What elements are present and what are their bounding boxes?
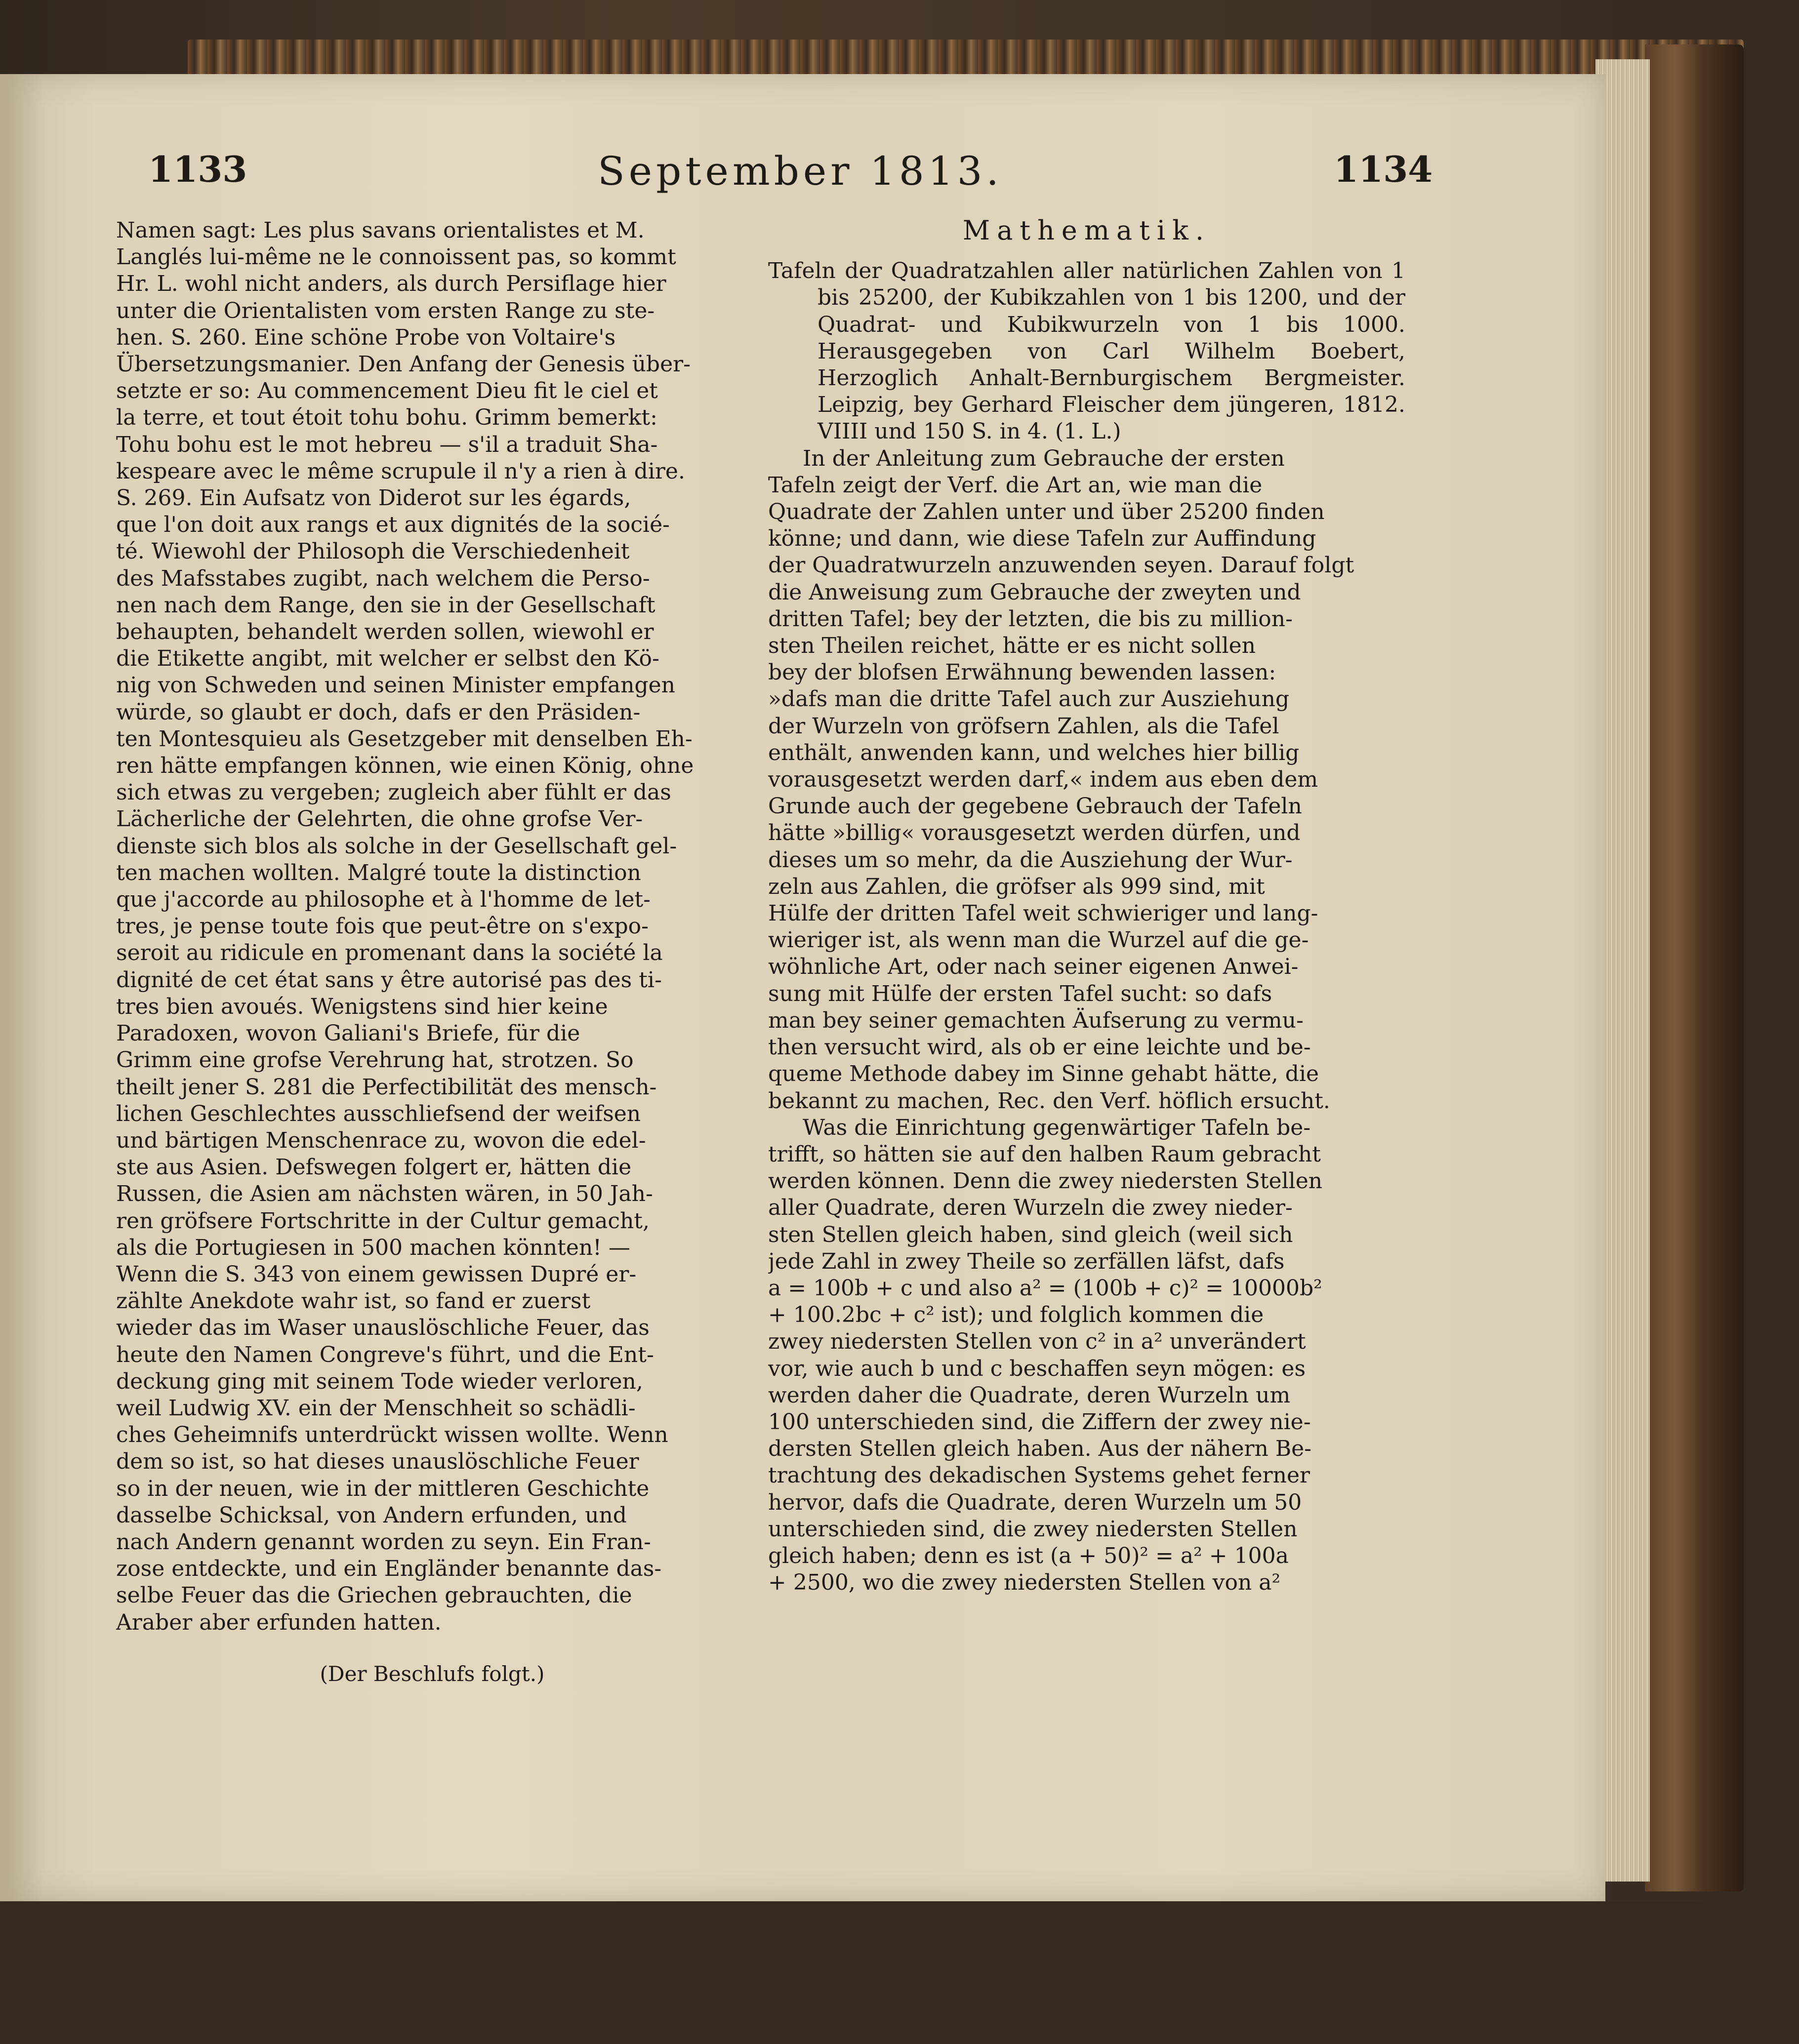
text-line: als die Portugiesen in 500 machen könnten! — bbox=[116, 1235, 630, 1260]
text-line: Tohu bohu est le mot hebreu — s'il a traduit Sha- bbox=[116, 432, 658, 457]
text-line: nig von Schweden und seinen Minister empfangen bbox=[116, 673, 675, 698]
text-line: Grimm eine grofse Verehrung hat, strotzen. So bbox=[116, 1047, 634, 1073]
left-column-text bbox=[116, 217, 748, 1636]
text-line: seroit au ridicule en promenant dans la société la bbox=[116, 940, 663, 966]
text-line: vor, wie auch b und c beschaffen seyn mögen: es bbox=[768, 1356, 1306, 1381]
text-line: aller Quadrate, deren Wurzeln die zwey nieder- bbox=[768, 1195, 1293, 1221]
text-line: nen nach dem Range, den sie in der Gesellschaft bbox=[116, 592, 655, 618]
text-line: man bey seiner gemachten Äufserung zu vermu- bbox=[768, 1007, 1304, 1033]
text-line: Lächerliche der Gelehrten, die ohne grofse Ver- bbox=[116, 806, 643, 832]
text-line: »dafs man die dritte Tafel auch zur Ausziehung bbox=[768, 686, 1290, 712]
text-line: nach Andern genannt worden zu seyn. Ein Fran- bbox=[116, 1529, 651, 1555]
text-line: que j'accorde au philosophe et à l'homme de let- bbox=[116, 887, 651, 913]
text-line: hen. S. 260. Eine schöne Probe von Voltaire's bbox=[116, 324, 616, 350]
text-line: könne; und dann, wie diese Tafeln zur Auffindung bbox=[768, 526, 1316, 552]
text-line: Übersetzungsmanier. Den Anfang der Genesis über- bbox=[116, 352, 691, 377]
text-line: hervor, dafs die Quadrate, deren Wurzeln um 50 bbox=[768, 1489, 1302, 1515]
text-line: Paradoxen, wovon Galiani's Briefe, für die bbox=[116, 1021, 580, 1046]
text-line: Hr. L. wohl nicht anders, als durch Persiflage hier bbox=[116, 271, 666, 297]
text-line: zählte Anekdote wahr ist, so fand er zuerst bbox=[116, 1288, 591, 1314]
text-line: dieses um so mehr, da die Ausziehung der Wur- bbox=[768, 847, 1293, 873]
text-line: werden daher die Quadrate, deren Wurzeln um bbox=[768, 1382, 1291, 1408]
text-line: dritten Tafel; bey der letzten, die bis zu million- bbox=[768, 606, 1293, 632]
text-line: In der Anleitung zum Gebrauche der ersten bbox=[803, 445, 1285, 471]
left-column bbox=[116, 217, 748, 1687]
text-line: der Wurzeln von gröfsern Zahlen, als die Tafel bbox=[768, 713, 1279, 739]
text-line: Was die Einrichtung gegenwärtiger Tafeln be- bbox=[803, 1115, 1311, 1140]
review-paragraph-1 bbox=[768, 445, 1405, 1115]
text-line: die Anweisung zum Gebrauche der zweyten und bbox=[768, 579, 1301, 605]
text-line: enthält, anwenden kann, und welches hier billig bbox=[768, 740, 1300, 765]
running-title: September 1813. bbox=[598, 148, 1003, 194]
text-line: lichen Geschlechtes ausschliefsend der weifsen bbox=[116, 1101, 641, 1126]
text-line: la terre, et tout étoit tohu bohu. Grimm bemerkt: bbox=[116, 405, 657, 431]
text-line: dersten Stellen gleich haben. Aus der nähern Be- bbox=[768, 1436, 1312, 1462]
text-line: Hülfe der dritten Tafel weit schwieriger und lang- bbox=[768, 901, 1318, 926]
text-line: zeln aus Zahlen, die gröfser als 999 sind, mit bbox=[768, 874, 1265, 899]
text-line: queme Methode dabey im Sinne gehabt hätte, die bbox=[768, 1061, 1319, 1087]
text-line: dem so ist, so hat dieses unauslöschliche Feuer bbox=[116, 1449, 639, 1475]
bottom-background bbox=[0, 1901, 1799, 2044]
text-line: sten Theilen reichet, hätte er es nicht sollen bbox=[768, 633, 1256, 659]
text-line: Russen, die Asien am nächsten wären, in 50 Jah- bbox=[116, 1181, 653, 1207]
text-line: Quadrate der Zahlen unter und über 25200 finden bbox=[768, 499, 1325, 525]
section-title: Mathematik. bbox=[962, 215, 1211, 246]
text-line: then versucht wird, als ob er eine leichte und be- bbox=[768, 1035, 1311, 1060]
text-line: ren gröfsere Fortschritte in der Cultur gemacht, bbox=[116, 1208, 650, 1234]
text-line: ten Montesquieu als Gesetzgeber mit denselben Eh- bbox=[116, 726, 693, 752]
text-line: bey der blofsen Erwähnung bewenden lassen: bbox=[768, 660, 1276, 685]
book-cover-edge bbox=[1645, 44, 1744, 1891]
text-line: heute den Namen Congreve's führt, und die Ent- bbox=[116, 1342, 654, 1367]
text-line: Wenn die S. 343 von einem gewissen Dupré er- bbox=[116, 1261, 637, 1287]
text-line: Grunde auch der gegebene Gebrauch der Tafeln bbox=[768, 794, 1302, 819]
text-line: des Mafsstabes zugibt, nach welchem die Perso- bbox=[116, 565, 650, 591]
text-line: a = 100b + c und also a² = (100b + c)² = 10000b² bbox=[768, 1275, 1322, 1301]
text-line: und bärtigen Menschenrace zu, wovon die edel- bbox=[116, 1127, 646, 1153]
text-line: sten Stellen gleich haben, sind gleich (weil sich bbox=[768, 1222, 1293, 1247]
text-line: selbe Feuer das die Griechen gebrauchten, die bbox=[116, 1583, 632, 1608]
text-line: Araber aber erfunden hatten. bbox=[116, 1609, 442, 1635]
text-line: kespeare avec le même scrupule il n'y a rien à dire. bbox=[116, 458, 685, 484]
right-page-number: 1134 bbox=[1334, 148, 1433, 190]
text-line: so in der neuen, wie in der mittleren Geschichte bbox=[116, 1476, 650, 1501]
right-column bbox=[768, 217, 1405, 1596]
text-line: Langlés lui-même ne le connoissent pas, so kommt bbox=[116, 244, 676, 270]
text-line: Namen sagt: Les plus savans orientalistes et M. bbox=[116, 218, 645, 243]
text-line: werden können. Denn die zwey niedersten Stellen bbox=[768, 1168, 1323, 1194]
text-line: + 2500, wo die zwey niedersten Stellen von a² bbox=[768, 1570, 1281, 1596]
text-line: + 100.2bc + c² ist); und folglich kommen die bbox=[768, 1302, 1264, 1328]
text-line: weil Ludwig XV. ein der Menschheit so schädli- bbox=[116, 1395, 636, 1421]
left-page-number: 1133 bbox=[148, 148, 247, 190]
text-line: jede Zahl in zwey Theile so zerfällen läfst, dafs bbox=[768, 1248, 1285, 1274]
text-line: würde, so glaubt er doch, dafs er den Präsiden- bbox=[116, 699, 641, 725]
text-line: S. 269. Ein Aufsatz von Diderot sur les égards, bbox=[116, 485, 631, 511]
text-line: trifft, so hätten sie auf den halben Raum gebracht bbox=[768, 1141, 1321, 1167]
text-line: tres bien avoués. Wenigstens sind hier keine bbox=[116, 994, 608, 1019]
continuation-note: (Der Beschlufs folgt.) bbox=[320, 1661, 545, 1686]
text-line: sung mit Hülfe der ersten Tafel sucht: so dafs bbox=[768, 981, 1272, 1006]
text-line: zwey niedersten Stellen von c² in a² unverändert bbox=[768, 1329, 1306, 1355]
text-line: ten machen wollten. Malgré toute la distinction bbox=[116, 860, 641, 885]
text-line: Tafeln zeigt der Verf. die Art an, wie man die bbox=[768, 472, 1263, 498]
text-line: wieriger ist, als wenn man die Wurzel auf die ge- bbox=[768, 927, 1309, 953]
text-line: die Etikette angibt, mit welcher er selbst den Kö- bbox=[116, 646, 659, 672]
text-line: theilt jener S. 281 die Perfectibilität des mensch- bbox=[116, 1074, 657, 1100]
text-line: vorausgesetzt werden darf,« indem aus eben dem bbox=[768, 767, 1318, 793]
text-line: zose entdeckte, und ein Engländer benannte das- bbox=[116, 1556, 662, 1582]
text-line: behaupten, behandelt werden sollen, wiewohl er bbox=[116, 619, 654, 645]
text-line: unter die Orientalisten vom ersten Range zu ste- bbox=[116, 298, 655, 323]
text-line: té. Wiewohl der Philosoph die Verschiedenheit bbox=[116, 539, 630, 564]
text-line: deckung ging mit seinem Tode wieder verloren, bbox=[116, 1368, 643, 1394]
text-line: 100 unterschieden sind, die Ziffern der zwey nie- bbox=[768, 1409, 1311, 1435]
text-line: der Quadratwurzeln anzuwenden seyen. Darauf folgt bbox=[768, 553, 1354, 578]
text-line: sich etwas zu vergeben; zugleich aber fühlt er das bbox=[116, 780, 671, 805]
text-line: wieder das im Waser unauslöschliche Feuer, das bbox=[116, 1315, 650, 1341]
text-line: hätte »billig« vorausgesetzt werden dürfen, und bbox=[768, 820, 1301, 846]
text-line: ste aus Asien. Defswegen folgert er, hätten die bbox=[116, 1155, 632, 1180]
text-line: gleich haben; denn es ist (a + 50)² = a² + 100a bbox=[768, 1543, 1289, 1568]
text-line: dasselbe Schicksal, von Andern erfunden, und bbox=[116, 1502, 627, 1528]
text-line: ren hätte empfangen können, wie einen König, ohne bbox=[116, 753, 694, 779]
text-line: bekannt zu machen, Rec. den Verf. höflich ersucht. bbox=[768, 1088, 1330, 1114]
text-line: dignité de cet état sans y être autorisé pas des ti- bbox=[116, 967, 662, 993]
review-paragraph-2 bbox=[768, 1115, 1405, 1597]
text-line: dienste sich blos als solche in der Gesellschaft gel- bbox=[116, 833, 677, 859]
text-line: que l'on doit aux rangs et aux dignités de la socié- bbox=[116, 512, 670, 538]
text-line: tres, je pense toute fois que peut-être on s'expo- bbox=[116, 914, 649, 939]
text-line: wöhnliche Art, oder nach seiner eigenen Anwei- bbox=[768, 954, 1299, 980]
text-line: trachtung des dekadischen Systems gehet ferner bbox=[768, 1463, 1310, 1488]
gutter-shadow bbox=[0, 74, 44, 1901]
text-line: ches Geheimnifs unterdrückt wissen wollte. Wenn bbox=[116, 1422, 668, 1448]
book-entry: Tafeln der Quadratzahlen aller natürlichen Zahlen von 1 bis 25200, der Kubikzahlen von 1 bis 1200, und der Quadrat- und Kubikwurzeln von 1 bis 1000. Herausgegeben von Carl Wilhelm Boebert, Herzoglich Anhalt-Bernburgischem Bergmeister. Leipzig, bey Gerhard Fleischer dem jüngeren, 1812. VIIII und 150 S. in 4. (1. L.) bbox=[768, 258, 1405, 444]
text-line: setzte er so: Au commencement Dieu fit le ciel et bbox=[116, 378, 658, 404]
text-line: unterschieden sind, die zwey niedersten Stellen bbox=[768, 1516, 1298, 1542]
